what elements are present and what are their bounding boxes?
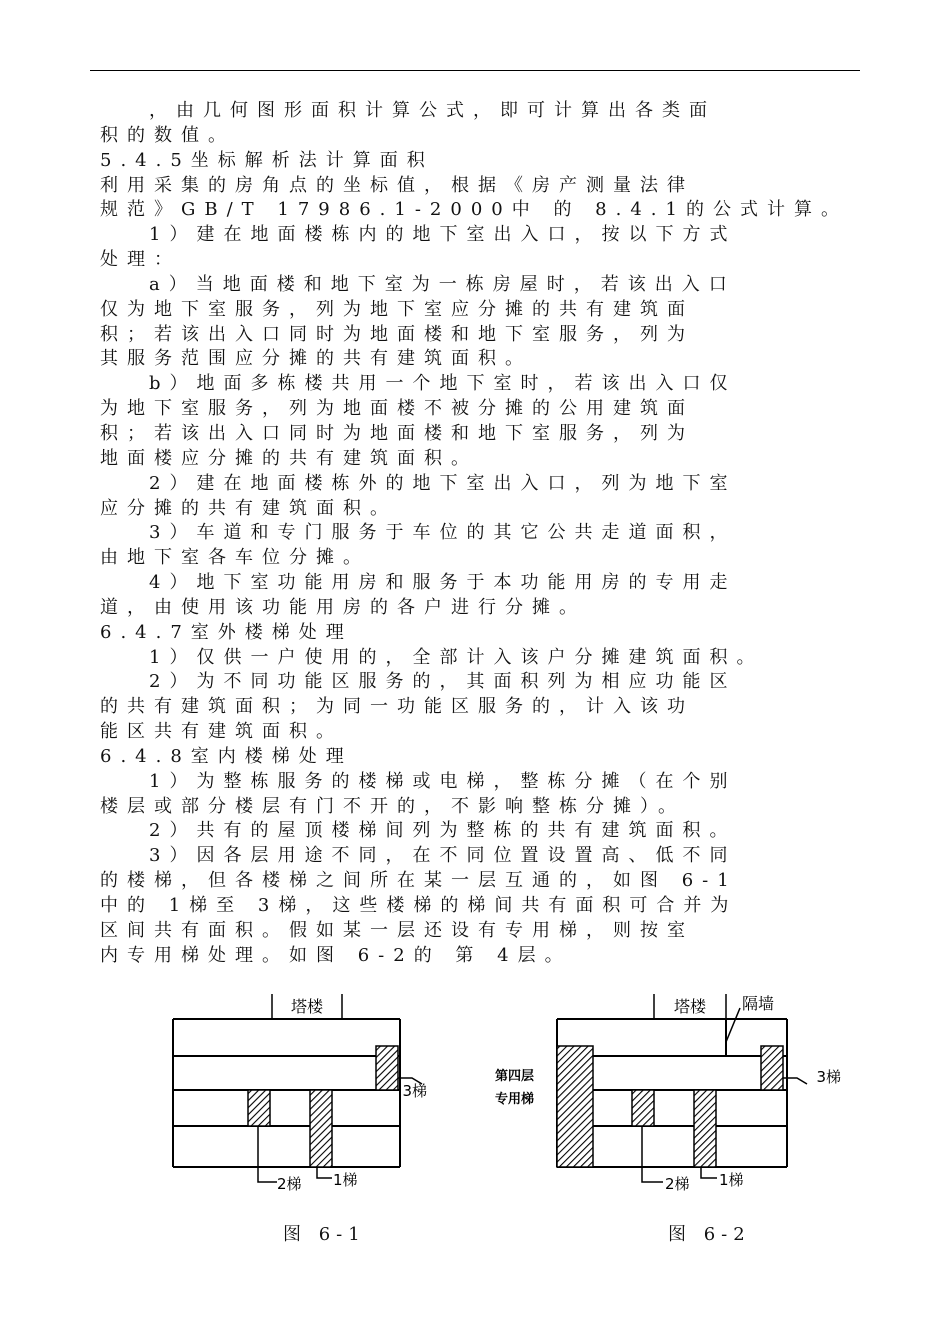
figure-6-1 <box>160 990 430 1200</box>
text-line: 中的 1梯至 3梯，这些楼梯的梯间共有面积可合并为 <box>100 895 738 916</box>
text-line: 2）为不同功能区服务的，其面积列为相应功能区 <box>149 671 737 693</box>
text-line: ，由几何图形面积计算公式，即可计算出各类面 <box>149 100 716 121</box>
stair-1-label: 1梯 <box>719 1171 744 1189</box>
text-line: 仅为地下室服务，列为地下室应分摊的共有建筑面 <box>100 298 694 320</box>
text-line: 利用采集的房角点的坐标值，根据《房产测量法律 <box>100 174 694 196</box>
figure-6-1-caption: 图 6-1 <box>283 1224 366 1245</box>
text-line: 道，由使用该功能用房的各户进行分摊。 <box>100 596 586 618</box>
text-line: 6.4.8室内楼梯处理 <box>100 745 353 767</box>
stair-1-leader <box>701 1167 717 1178</box>
text-line: 能区共有建筑面积。 <box>100 721 343 743</box>
text-line: 2）共有的屋顶楼梯间列为整栋的共有建筑面积。 <box>149 820 737 842</box>
text-line: 内专用梯处理。如图 6-2的 第 4层。 <box>100 944 572 966</box>
stair-2-label: 2梯 <box>665 1175 690 1193</box>
text-line: 积；若该出入口同时为地面楼和地下室服务，列为 <box>100 323 694 345</box>
text-line: 楼层或部分楼层有门不开的，不影响整栋分摊）。 <box>100 795 685 817</box>
building-floors <box>173 1019 400 1167</box>
text-line: 的楼梯，但各楼梯之间所在某一层互通的，如图 6-1 <box>100 870 738 892</box>
text-line: 6.4.7室外楼梯处理 <box>100 621 353 643</box>
text-line: 3）车道和专门服务于车位的其它公共走道面积， <box>149 522 737 544</box>
text-line: 3）因各层用途不同，在不同位置设置高、低不同 <box>149 845 737 867</box>
text-line: 2）建在地面楼栋外的地下室出入口，列为地下室 <box>149 472 737 494</box>
stair-3 <box>761 1046 783 1090</box>
header-rule <box>90 70 860 71</box>
figure-6-2 <box>495 990 845 1200</box>
stair-3 <box>376 1046 398 1090</box>
stair-1 <box>694 1090 716 1167</box>
stair-2 <box>248 1090 270 1126</box>
figure-6-1-drawing <box>160 990 430 1200</box>
stair-1-label: 1梯 <box>333 1171 358 1189</box>
stair-1 <box>310 1090 332 1167</box>
partition-wall-label: 隔墙 <box>742 994 775 1013</box>
figure-6-2-caption: 图 6-2 <box>668 1224 751 1245</box>
text-line: 5.4.5坐标解析法计算面积 <box>100 149 434 171</box>
figure-6-2-drawing <box>495 990 845 1200</box>
private-stair-floor-4 <box>557 1046 593 1167</box>
stair-2 <box>632 1090 654 1126</box>
stair-1-leader <box>317 1167 332 1178</box>
body-text <box>100 99 880 969</box>
text-line: 1）建在地面楼栋内的地下室出入口，按以下方式 <box>149 224 737 246</box>
stair-2-leader <box>258 1126 277 1182</box>
text-line: a）当地面楼和地下室为一栋房屋时，若该出入口 <box>149 273 736 295</box>
text-line: 为地下室服务，列为地面楼不被分摊的公用建筑面 <box>100 398 694 420</box>
text-line: 应分摊的共有建筑面积。 <box>100 497 397 519</box>
stair-2-leader <box>642 1126 663 1182</box>
stair-3-label: 3梯 <box>816 1068 841 1086</box>
text-line: 1）仅供一户使用的，全部计入该户分摊建筑面积。 <box>149 646 764 668</box>
text-line: 区间共有面积。假如某一层还设有专用梯，则按室 <box>100 919 694 941</box>
text-line: 4）地下室功能用房和服务于本功能用房的专用走 <box>149 572 737 594</box>
text-line: 积；若该出入口同时为地面楼和地下室服务，列为 <box>100 422 694 444</box>
tower-label: 塔楼 <box>290 997 324 1016</box>
text-line: 地面楼应分摊的共有建筑面积。 <box>100 447 478 469</box>
stair-2-label: 2梯 <box>277 1175 302 1193</box>
text-line: 积的数值。 <box>100 124 235 146</box>
text-line: 1）为整栋服务的楼梯或电梯，整栋分摊（在个别 <box>149 770 737 792</box>
text-line: 由地下室各车位分摊。 <box>100 547 370 569</box>
partition-wall-leader <box>726 1008 740 1042</box>
stair-3-label: 3梯 <box>402 1082 427 1100</box>
text-line: 的共有建筑面积；为同一功能区服务的，计入该功 <box>100 696 694 718</box>
text-line: 规范》GB/T 17986.1-2000中 的 8.4.1的公式计算。 <box>100 199 848 221</box>
private-stair-label: 专用梯 <box>495 1092 535 1107</box>
tower-label: 塔楼 <box>673 997 707 1016</box>
text-line: b）地面多栋楼共用一个地下室时，若该出入口仅 <box>149 373 737 395</box>
floor-4-label: 第四层 <box>495 1069 535 1084</box>
text-line: 其服务范围应分摊的共有建筑面积。 <box>100 348 532 370</box>
text-line: 处理： <box>100 249 181 271</box>
